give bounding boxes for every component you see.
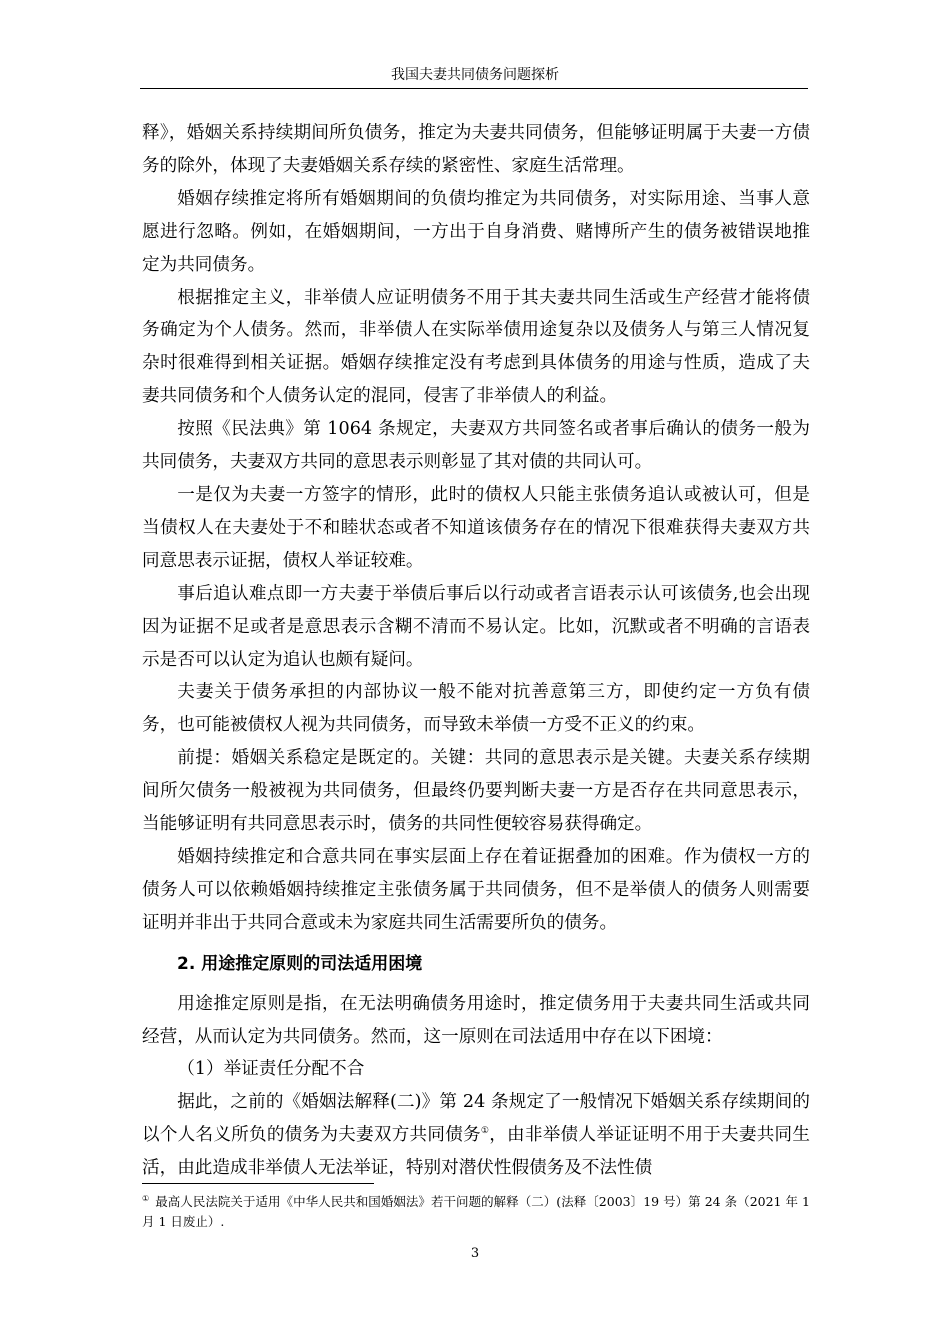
paragraph: 婚姻存续推定将所有婚姻期间的负债均推定为共同债务，对实际用途、当事人意愿进行忽略。例如，在婚姻期间，一方出于自身消费、赌博所产生的债务被错误地推定为共同债务。 [142,188,810,275]
paragraph [142,1086,810,1185]
page-number: 3 [470,1246,480,1261]
running-header: 我国夫妻共同债务问题探析 [391,67,559,83]
paragraph: 用途推定原则是指，在无法明确债务用途时，推定债务用于夫妻共同生活或共同经营，从而认定为共同债务。然而，这一原则在司法适用中存在以下困境： [142,993,810,1047]
body-text [142,117,810,1185]
paragraph: 按照《民法典》第 1064 条规定，夫妻双方共同签名或者事后确认的债务一般为共同债务，夫妻双方共同的意思表示则彰显了其对债的共同认可。 [142,419,810,473]
footnote-text: 最高人民法院关于适用《中华人民共和国婚姻法》若干问题的解释（二）(法释〔2003〕19 号）第 24 条（2021 年 1 月 1 日废止）. [142,1194,811,1229]
paragraph: 根据推定主义，非举债人应证明债务不用于其夫妻共同生活或生产经营才能将债务确定为个人债务。然而，非举债人在实际举债用途复杂以及债务人与第三人情况复杂时很难得到相关证据。婚姻存续推定没有考虑到具体债务的用途与性质，造成了夫妻共同债务和个人债务认定的混同，侵害了非举债人的利益。 [142,287,810,407]
section-heading: 2. 用途推定原则的司法适用困境 [177,953,423,974]
paragraph: 婚姻持续推定和合意共同在事实层面上存在着证据叠加的困难。作为债权一方的债务人可以依赖婚姻持续推定主张债务属于共同债务，但不是举债人的债务人则需要证明并非出于共同合意或未为家庭共同生活需要所负的债务。 [142,846,810,933]
footnote-reference[interactable]: ① [480,1126,490,1137]
footnote [142,1192,810,1232]
paragraph: 事后追认难点即一方夫妻于举债后事后以行动或者言语表示认可该债务,也会出现因为证据不足或者是意思表示含糊不清而不易认定。比如，沉默或者不明确的言语表示是否可以认定为追认也颇有疑问。 [142,583,810,670]
paragraph-text: 据此，之前的《婚姻法解释(二)》第 24 条规定了一般情况下婚姻关系存续期间的以个人名义所负的债务为夫妻双方共同债务 [142,1092,810,1146]
footnote-marker: ① [142,1193,150,1203]
paragraph: 前提：婚姻关系稳定是既定的。关键：共同的意思表示是关键。夫妻关系存续期间所欠债务一般被视为共同债务，但最终仍要判断夫妻一方是否存在共同意思表示，当能够证明有共同意思表示时，债务的共同性便较容易获得确定。 [142,748,810,835]
paragraph-text: ，由非举债人举证证明不用于夫妻共同生活，由此造成非举债人无法举证，特别对潜伏性假债务及不法性债 [142,1125,810,1179]
header-rule [140,88,808,89]
footnote-rule [142,1183,374,1184]
paragraph: 夫妻关于债务承担的内部协议一般不能对抗善意第三方，即使约定一方负有债务，也可能被债权人视为共同债务，而导致未举债一方受不正义的约束。 [142,682,810,736]
paragraph: 释》，婚姻关系持续期间所负债务，推定为夫妻共同债务，但能够证明属于夫妻一方债务的除外，体现了夫妻婚姻关系存续的紧密性、家庭生活常理。 [142,123,810,176]
sub-heading: （1）举证责任分配不合 [177,1059,365,1080]
paragraph: 一是仅为夫妻一方签字的情形，此时的债权人只能主张债务追认或被认可，但是当债权人在夫妻处于不和睦状态或者不知道该债务存在的情况下很难获得夫妻双方共同意思表示证据，债权人举证较难。 [142,484,810,571]
